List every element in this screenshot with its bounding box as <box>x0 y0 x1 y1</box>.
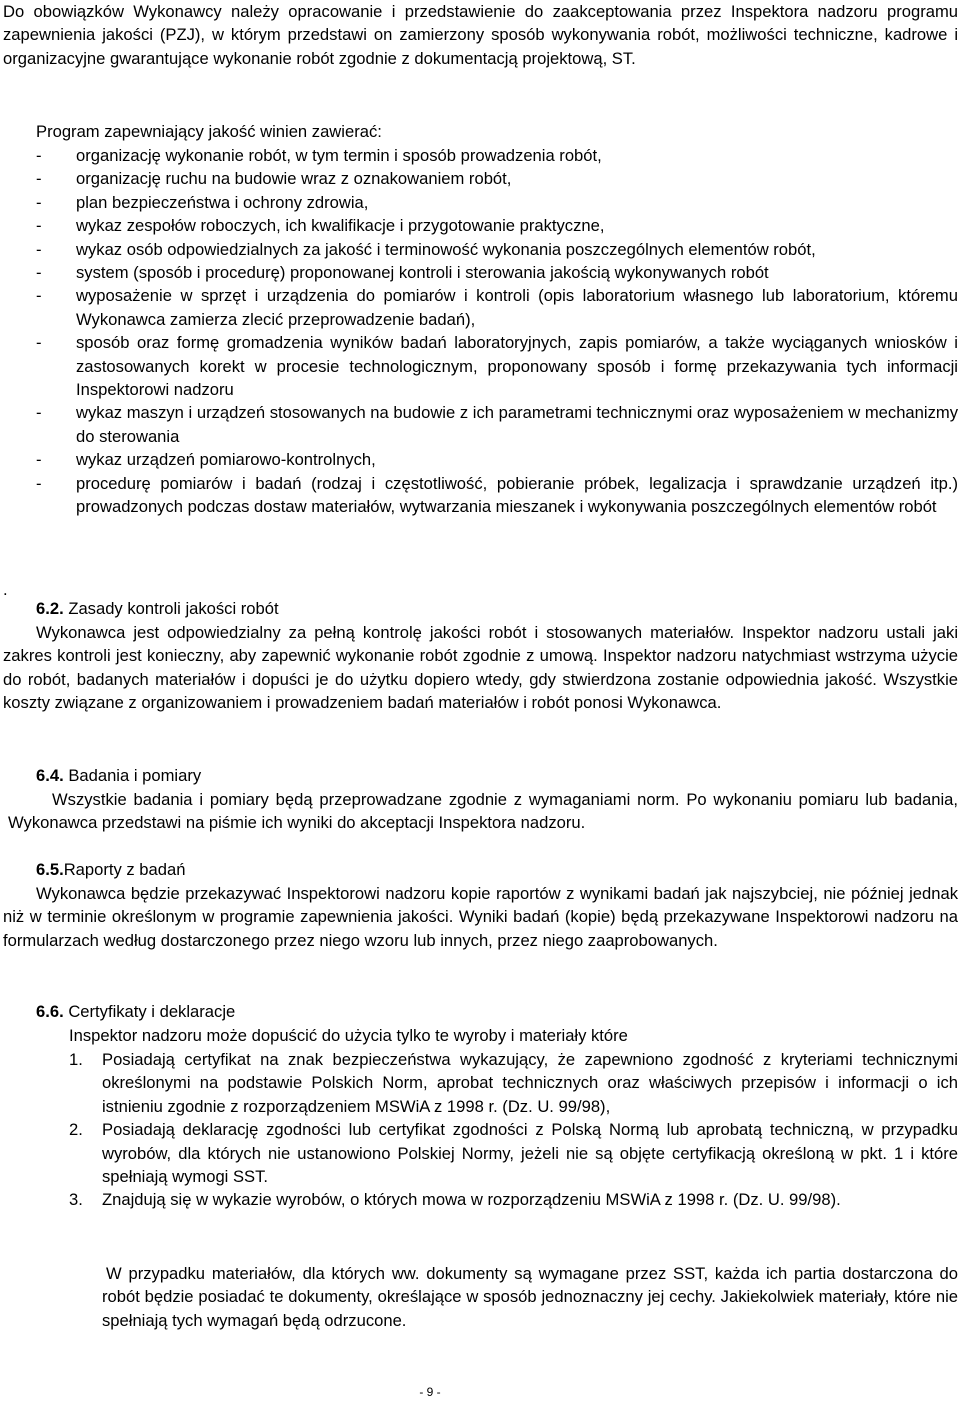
list-item: - organizację wykonanie robót, w tym termin i sposób prowadzenia robót, <box>36 146 602 165</box>
section-title-6-4: 6.4. Badania i pomiary <box>36 766 202 785</box>
certificate-conditions-list <box>69 1048 958 1212</box>
section-number: 6.5. <box>36 860 64 879</box>
program-heading: Program zapewniający jakość winien zawierać: <box>36 122 382 141</box>
section-title-6-5: 6.5.Raporty z badań <box>36 860 186 879</box>
list-item: - wyposażenie w sprzęt i urządzenia do pomiarów i kontroli (opis laboratorium własnego lub laboratorium, któremu Wykonawca zamierza zlecić przeprowadzenie badań), <box>36 286 958 329</box>
list-item: - wykaz zespołów roboczych, ich kwalifikacje i przygotowanie praktyczne, <box>36 216 605 236</box>
page-number: - 9 - <box>419 1385 441 1399</box>
list-item: 3. Znajdują się w wykazie wyrobów, o których mowa w rozporządzeniu MSWiA z 1998 r. (Dz. U. 99/98). <box>69 1190 841 1210</box>
section-number: 6.4. <box>36 766 64 785</box>
list-item: - wykaz maszyn i urządzeń stosowanych na budowie z ich parametrami technicznymi oraz wyposażeniem w mechanizmy do sterowania <box>36 403 958 446</box>
section-title-6-2: 6.2. Zasady kontroli jakości robót <box>36 599 279 618</box>
section-body-6-2: Wykonawca jest odpowiedzialny za pełną kontrolę jakości robót i stosowanych materiałów. Inspektor nadzoru ustali jaki zakres kontroli jest konieczny, aby zapewnić wykonanie robót zgodnie z umową. Inspektor nadzoru natychmiast wstrzyma użycie do robót, badanych materiałów i dopuści je do użytku dopiero wtedy, gdy stwierdzona zostanie odpowiednia jakość. Wszystkie koszty związane z organizowaniem i prowadzeniem badań materiałów i robót ponosi Wykonawca. <box>3 623 958 713</box>
list-item: - plan bezpieczeństwa i ochrony zdrowia, <box>36 192 369 212</box>
stray-dot: . <box>3 580 8 599</box>
section-number: 6.2. <box>36 599 64 618</box>
section-closing-6-6: W przypadku materiałów, dla których ww. dokumenty są wymagane przez SST, każda ich partia dostarczona do robót będzie posiadać te dokumenty, określające w sposób jednoznaczny jej cechy. Jakiekolwiek materiały, które nie spełniają tych wymagań będą odrzucone. <box>102 1264 958 1330</box>
list-item: - system (sposób i procedurę) proponowanej kontroli i sterowania jakością wykonywanych robót <box>36 263 769 283</box>
list-item: - wykaz osób odpowiedzialnych za jakość i terminowość wykonania poszczególnych elementów robót, <box>36 239 816 259</box>
section-lead-6-6: Inspektor nadzoru może dopuścić do użycia tylko te wyroby i materiały które <box>69 1026 628 1045</box>
intro-paragraph: Do obowiązków Wykonawcy należy opracowanie i przedstawienie do zaakceptowania przez Inspektora nadzoru programu zapewnienia jakości (PZJ), w którym przedstawi on zamierzony sposób wykonywania robót, możliwości techniczne, kadrowe i organizacyjne gwarantujące wykonanie robót zgodnie z dokumentacją projektową, ST. <box>3 2 958 68</box>
section-title-6-6: 6.6. Certyfikaty i deklaracje <box>36 1002 236 1021</box>
list-item: - organizację ruchu na budowie wraz z oznakowaniem robót, <box>36 169 512 189</box>
list-item: - procedurę pomiarów i badań (rodzaj i częstotliwość, pobieranie próbek, legalizacja i sprawdzanie urządzeń itp.) prowadzonych podczas dostaw materiałów, wytwarzania mieszanek i wykonywania poszczególnych elementów robót <box>36 473 958 517</box>
section-body-6-5: Wykonawca będzie przekazywać Inspektorowi nadzoru kopie raportów z wynikami badań jak najszybciej, nie później jednak niż w terminie określonym w programie zapewnienia jakości. Wyniki badań (kopie) będą przekazywane Inspektorowi nadzoru na formularzach według dostarczonego przez niego wzoru lub innych, przez niego zaaprobowanych. <box>3 884 958 950</box>
list-item: - wykaz urządzeń pomiarowo-kontrolnych, <box>36 450 376 470</box>
list-item: - sposób oraz formę gromadzenia wyników badań laboratoryjnych, zapis pomiarów, a także wyciąganych wniosków i zastosowanych korekt w procesie technologicznym, proponowany sposób i formę przekazywania tych informacji Inspektorowi nadzoru <box>36 333 958 400</box>
section-number: 6.6. <box>36 1002 64 1021</box>
list-item: 1. Posiadają certyfikat na znak bezpieczeństwa wykazujący, że zapewniono zgodność z kryteriami technicznymi określonymi na podstawie Polskich Norm, aprobat technicznych oraz właściwych przepisów i informacji o ich istnieniu zgodnie z rozporządzeniem MSWiA z 1998 r. (Dz. U. 99/98), <box>69 1050 958 1116</box>
program-list <box>36 144 958 519</box>
list-item: 2. Posiadają deklarację zgodności lub certyfikat zgodności z Polską Normą lub aprobatą techniczną, w przypadku wyrobów, dla których nie ustanowiono Polskiej Normy, jeżeli nie są objęte certyfikacją określoną w pkt. 1 i które spełniają wymogi SST. <box>69 1120 958 1187</box>
section-body-6-4: Wszystkie badania i pomiary będą przeprowadzane zgodnie z wymaganiami norm. Po wykonaniu pomiaru lub badania, Wykonawca przedstawi na piśmie ich wyniki do akceptacji Inspektora nadzoru. <box>8 790 958 833</box>
page-footer <box>0 1385 960 1399</box>
